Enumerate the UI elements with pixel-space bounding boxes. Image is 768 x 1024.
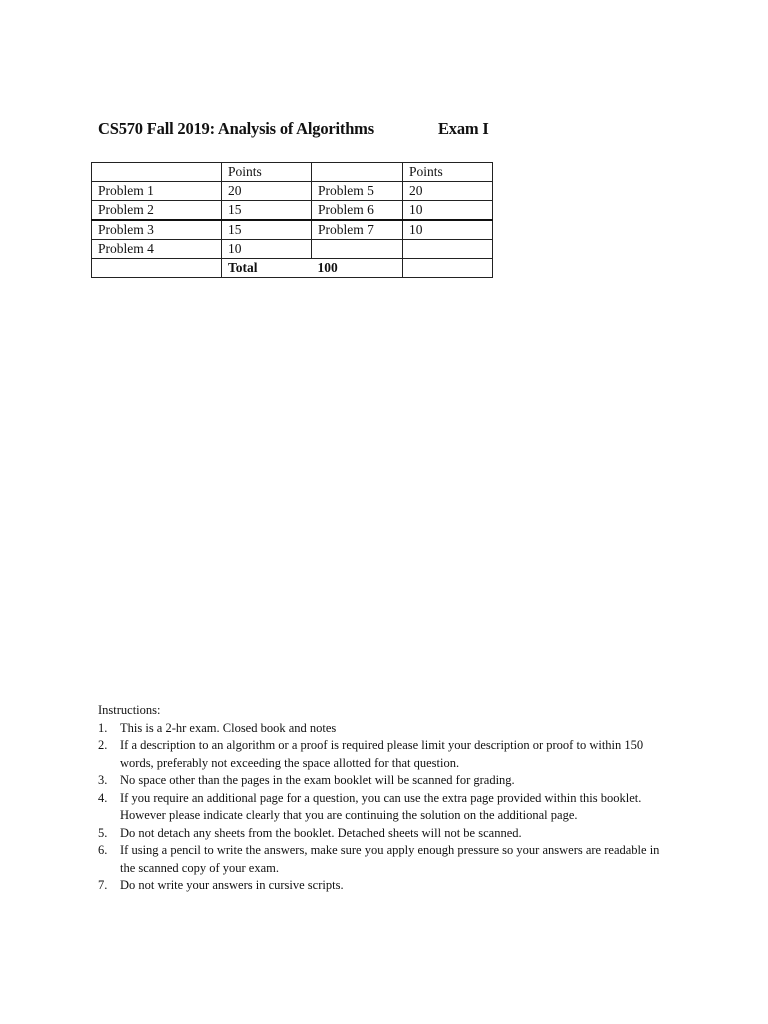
instruction-item: [98, 720, 668, 738]
instruction-item: [98, 790, 668, 825]
instruction-text: If you require an additional page for a question, you can use the extra page provided within this booklet. However please indicate clearly that you are continuing the solution on the additional page.: [120, 790, 642, 822]
table-cell: [403, 259, 493, 278]
instruction-text: Do not write your answers in cursive scripts.: [120, 878, 344, 892]
instruction-item: [98, 737, 668, 772]
table-cell: [312, 240, 403, 259]
problem-label: Problem 5: [312, 182, 403, 201]
instruction-item: [98, 772, 668, 790]
problem-label: Problem 7: [312, 220, 403, 240]
problem-points: 20: [403, 182, 493, 201]
table-header-points: Points: [222, 163, 312, 182]
total-label: Total: [222, 259, 312, 278]
instruction-text: This is a 2-hr exam. Closed book and notes: [120, 720, 337, 735]
problem-points: 10: [403, 220, 493, 240]
course-title: CS570 Fall 2019: Analysis of Algorithms: [98, 119, 374, 138]
instruction-number: 2.: [98, 738, 108, 752]
table-row: [92, 201, 493, 221]
instruction-number: 6.: [98, 843, 108, 857]
exam-title-row: [98, 119, 489, 139]
problem-points: 20: [222, 182, 312, 201]
table-header-row: [92, 163, 493, 182]
instruction-number: 1.: [98, 720, 108, 735]
table-row: [92, 240, 493, 259]
instruction-item: [98, 842, 668, 877]
instructions-heading: Instructions:: [98, 703, 161, 717]
instruction-item: [98, 825, 668, 843]
instruction-text: If using a pencil to write the answers, make sure you apply enough pressure so your answers are readable in the scanned copy of your exam.: [120, 843, 660, 875]
table-cell: [92, 259, 222, 278]
points-table: [91, 162, 493, 278]
table-total-row: [92, 259, 493, 278]
instruction-number: 5.: [98, 825, 108, 840]
instruction-number: 3.: [98, 773, 108, 787]
problem-label: Problem 6: [312, 201, 403, 221]
instruction-item: [98, 877, 668, 895]
problem-label: Problem 3: [92, 220, 222, 240]
total-value: 100: [312, 259, 403, 278]
instructions-section: [98, 702, 668, 895]
problem-label: Problem 1: [92, 182, 222, 201]
table-row: [92, 220, 493, 240]
problem-points: 15: [222, 201, 312, 221]
instruction-number: 4.: [98, 790, 108, 805]
table-cell: [403, 240, 493, 259]
problem-points: 10: [222, 240, 312, 259]
table-cell: [312, 163, 403, 182]
problem-points: 15: [222, 220, 312, 240]
problem-points: 10: [403, 201, 493, 221]
instruction-number: 7.: [98, 878, 108, 892]
table-cell: [92, 163, 222, 182]
exam-label: Exam I: [438, 119, 489, 138]
instruction-text: No space other than the pages in the exam booklet will be scanned for grading.: [120, 773, 515, 787]
problem-label: Problem 2: [92, 201, 222, 221]
instruction-text: If a description to an algorithm or a proof is required please limit your description or proof to within 150 words, preferably not exceeding the space allotted for that question.: [120, 738, 644, 770]
table-header-points: Points: [403, 163, 493, 182]
instructions-list: [98, 720, 668, 895]
problem-label: Problem 4: [92, 240, 222, 259]
table-row: [92, 182, 493, 201]
instruction-text: Do not detach any sheets from the booklet. Detached sheets will not be scanned.: [120, 825, 522, 840]
